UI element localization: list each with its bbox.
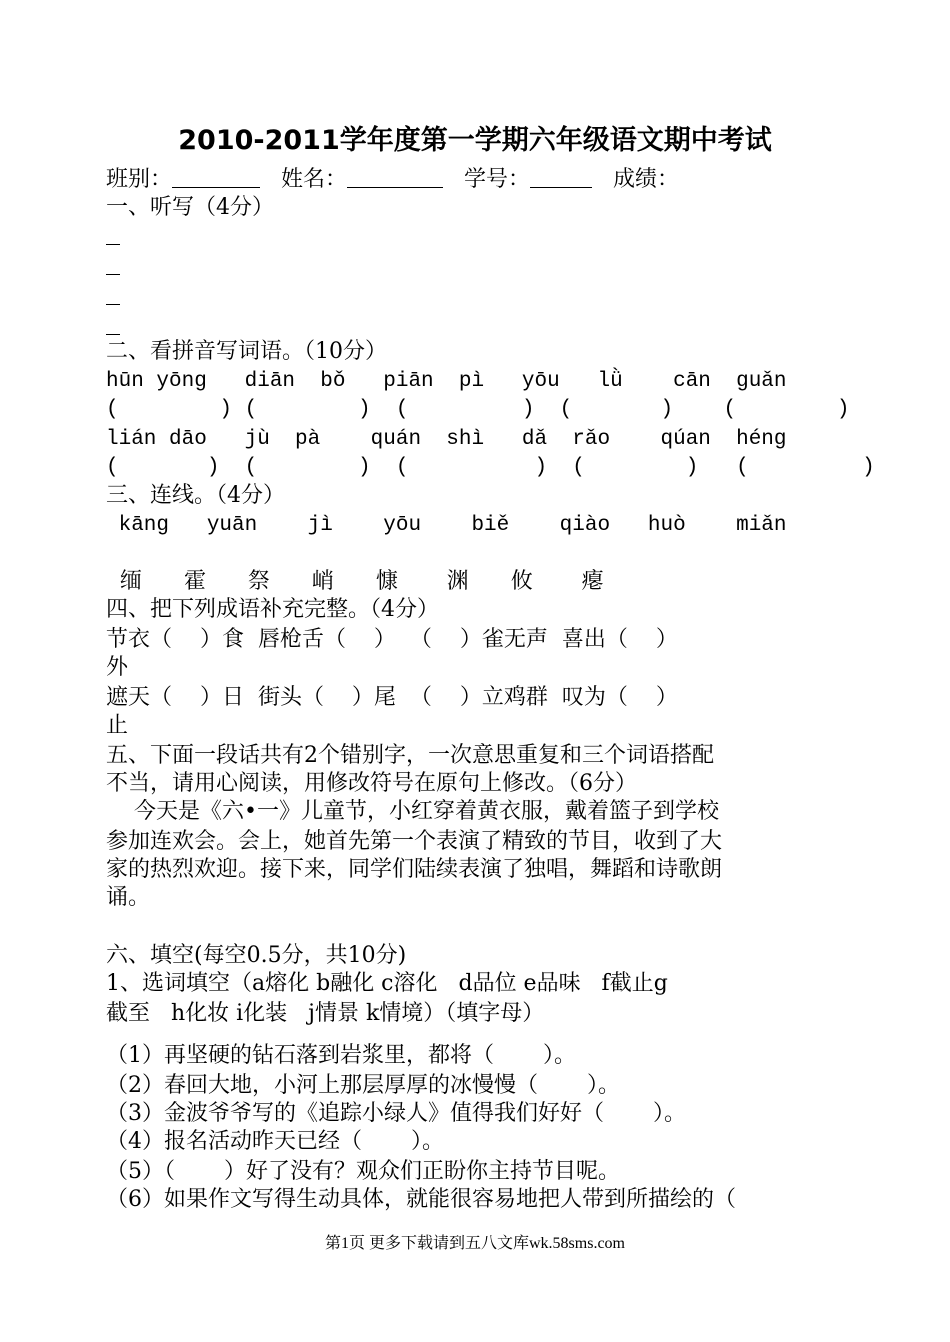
- pinyin-row: hūn yōng diān bǒ piān pì yōu lǜ cān guǎn: [106, 370, 787, 393]
- answer-brackets-row[interactable]: ( ) ( ) ( ) ( ) ( ): [106, 398, 850, 421]
- class-blank[interactable]: [172, 167, 260, 188]
- correction-passage-line: 今天是《六•一》儿童节，小红穿着黄衣服，戴着篮子到学校: [106, 799, 719, 824]
- idiom-row[interactable]: 遮天（ ）日 街头（ ）尾 （ ）立鸡群 叹为（ ）: [106, 685, 678, 710]
- section-5-heading: 五、下面一段话共有2个错别字，一次意思重复和三个词语搭配: [106, 743, 714, 768]
- pinyin-row: lián dāo jù pà quán shì dǎ rǎo qúan héng: [106, 428, 787, 451]
- dictation-line[interactable]: [106, 274, 120, 275]
- section-3-heading: 三、连线。（4分）: [106, 483, 285, 508]
- word-choice-instructions-cont: 截至 h化妆 i化装 j情景 k情境）（填字母）: [106, 1001, 545, 1026]
- fill-blank-question[interactable]: （2）春回大地，小河上那层厚厚的冰慢慢（ ）。: [106, 1073, 620, 1098]
- correction-passage-line: 参加连欢会。会上，她首先第一个表演了精致的节目，收到了大: [106, 829, 723, 854]
- idiom-row[interactable]: 节衣（ ）食 唇枪舌（ ） （ ）雀无声 喜出（ ）: [106, 627, 678, 652]
- name-label: 姓名：: [281, 167, 348, 192]
- page-footer: 第1页 更多下载请到五八文库wk.58sms.com: [324, 1235, 625, 1252]
- matching-chars-row: 缅 霍 祭 峭 慷 渊 攸 瘪: [106, 569, 604, 594]
- exam-title: 2010-2011学年度第一学期六年级语文期中考试: [178, 125, 772, 156]
- section-5-heading-cont: 不当，请用心阅读，用修改符号在原句上修改。（6分）: [106, 771, 637, 796]
- score-label: 成绩：: [613, 167, 680, 192]
- fill-blank-question[interactable]: （6）如果作文写得生动具体，就能很容易地把人带到所描绘的（: [106, 1187, 736, 1212]
- dictation-line[interactable]: [106, 244, 120, 245]
- student-info-row: [106, 166, 679, 194]
- correction-passage-line: 诵。: [106, 885, 151, 910]
- number-blank[interactable]: [530, 167, 592, 188]
- idiom-row-wrap: 止: [106, 713, 129, 738]
- section-2-heading: 二、看拼音写词语。（10分）: [106, 339, 387, 364]
- class-label: 班别：: [106, 167, 173, 192]
- dictation-line[interactable]: [106, 334, 120, 335]
- name-blank[interactable]: [347, 167, 443, 188]
- section-1-heading: 一、听写（4分）: [106, 195, 274, 220]
- section-4-heading: 四、把下列成语补充完整。（4分）: [106, 597, 439, 622]
- fill-blank-question[interactable]: （4）报名活动昨天已经（ ）。: [106, 1129, 444, 1154]
- fill-blank-question[interactable]: （1）再坚硬的钻石落到岩浆里，都将（ ）。: [106, 1043, 576, 1068]
- number-label: 学号：: [464, 167, 531, 192]
- fill-blank-question[interactable]: （3）金波爷爷写的《追踪小绿人》值得我们好好（ ）。: [106, 1101, 686, 1126]
- correction-passage-line: 家的热烈欢迎。接下来，同学们陆续表演了独唱，舞蹈和诗歌朗: [106, 857, 723, 882]
- fill-blank-question[interactable]: （5）（ ）好了没有？观众们正盼你主持节目呢。: [106, 1159, 620, 1184]
- word-choice-instructions: 1、选词填空（a熔化 b融化 c溶化 d品位 e品味 f截止g: [106, 971, 668, 996]
- answer-brackets-row[interactable]: ( ) ( ) ( ) ( ) ( ): [106, 456, 875, 479]
- section-6-heading: 六、填空(每空0.5分，共10分): [106, 943, 407, 968]
- idiom-row-wrap: 外: [106, 655, 129, 680]
- matching-pinyin-row: kāng yuān jì yōu biě qiào huò miǎn: [106, 514, 787, 537]
- dictation-line[interactable]: [106, 304, 120, 305]
